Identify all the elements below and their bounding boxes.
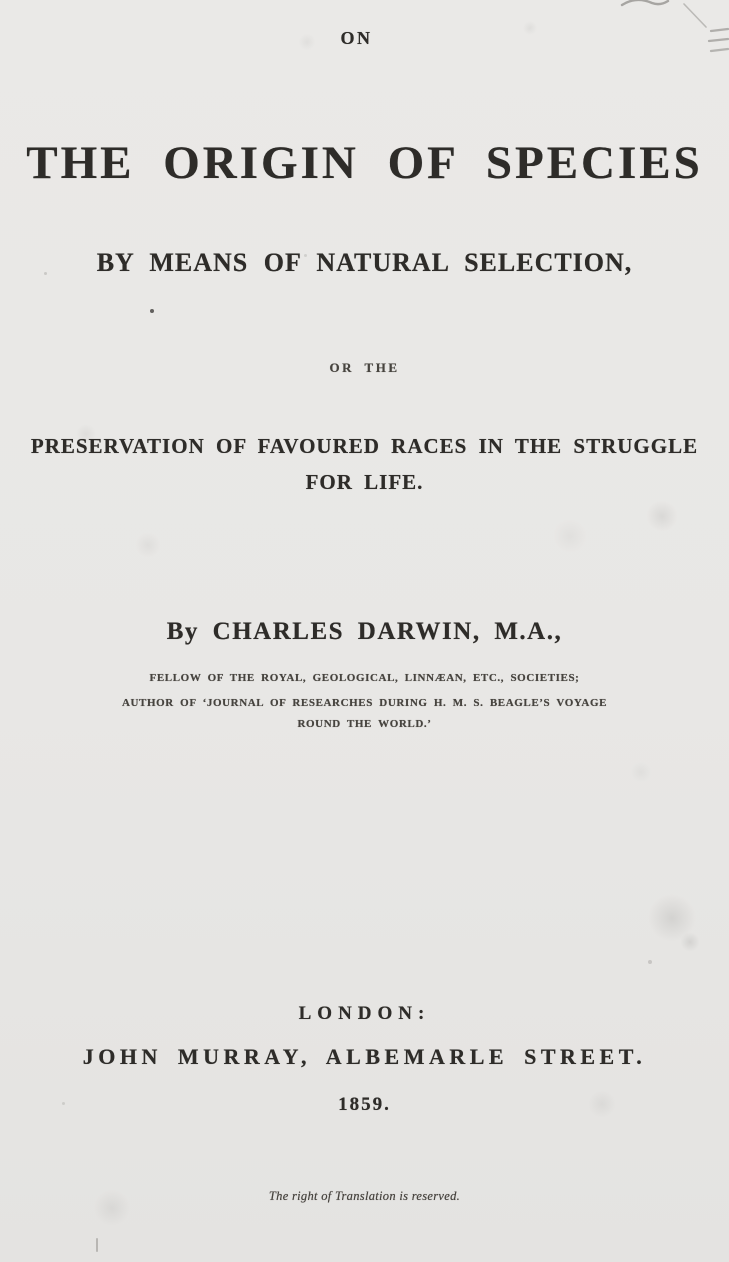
book-title: THE ORIGIN OF SPECIES: [26, 137, 703, 189]
subtitle-conjunction: OR THE: [329, 360, 400, 375]
author-credential-voyage-cont: ROUND THE WORLD.’: [297, 718, 432, 730]
pencil-edge-mark: [96, 1238, 98, 1252]
half-title: ON: [340, 28, 373, 48]
handwritten-corner-mark: [618, 0, 729, 62]
paper-speck: [304, 254, 307, 257]
subtitle-second-line1: PRESERVATION OF FAVOURED RACES IN THE STRUGGLE: [30, 434, 699, 458]
author-credential-societies: FELLOW OF THE ROYAL, GEOLOGICAL, LINNÆAN, ETC., SOCIETIES;: [149, 672, 580, 684]
imprint-publisher: JOHN MURRAY, ALBEMARLE STREET.: [82, 1044, 647, 1069]
author-byline: By CHARLES DARWIN, M.A.,: [166, 618, 563, 645]
author-credential-voyage: AUTHOR OF ‘JOURNAL OF RESEARCHES DURING H. M. S. BEAGLE’S VOYAGE: [121, 697, 608, 709]
paper-speck: [648, 960, 652, 964]
translation-rights-notice: The right of Translation is reserved.: [268, 1189, 461, 1203]
paper-speck: [62, 1102, 65, 1105]
imprint-year: 1859.: [338, 1094, 391, 1115]
imprint-city: LONDON:: [298, 1003, 431, 1024]
book-subtitle: BY MEANS OF NATURAL SELECTION,: [96, 248, 633, 277]
paper-speck: [44, 272, 47, 275]
subtitle-second-line2: FOR LIFE.: [305, 470, 424, 494]
ink-dot-mark: [150, 309, 154, 313]
